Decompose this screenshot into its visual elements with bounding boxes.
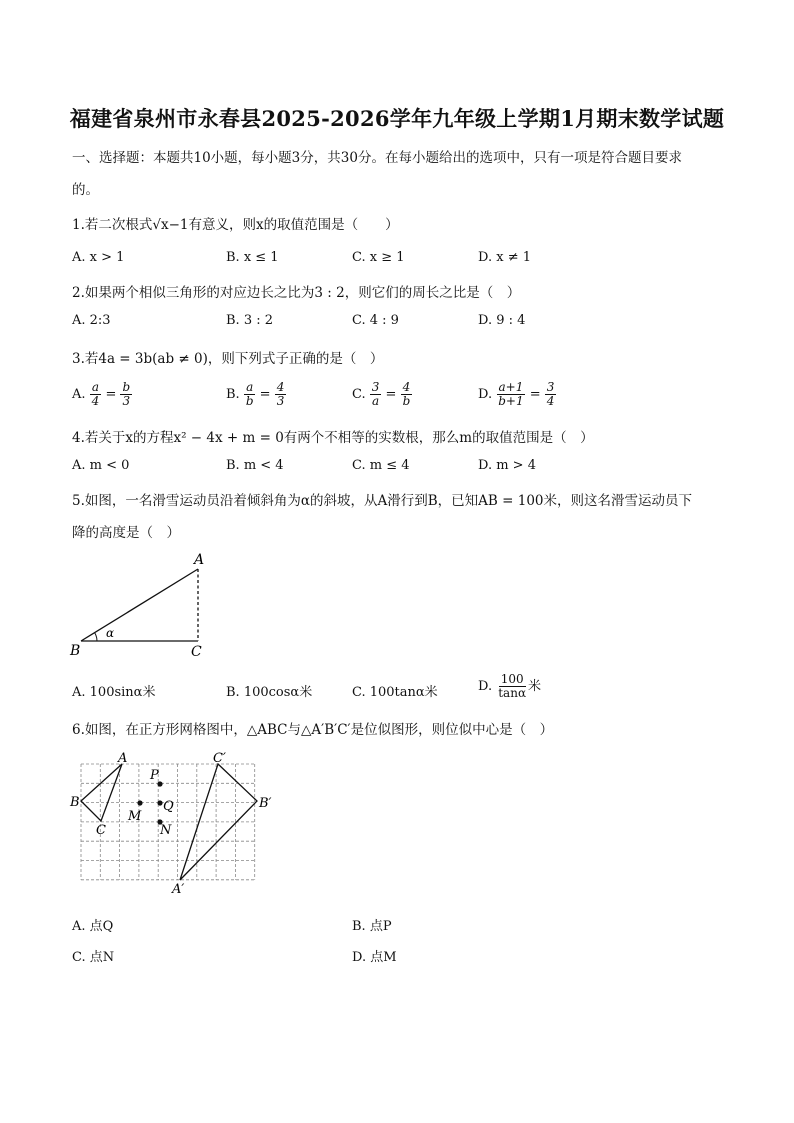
label-a: A bbox=[194, 552, 205, 568]
q1-option-b: B. x ≤ 1 bbox=[226, 250, 279, 265]
unit-label: 米 bbox=[528, 679, 542, 694]
section-instructions-line1: 一、选择题：本题共10小题，每小题3分，共30分。在每小题给出的选项中，只有一项是符合题目要求 bbox=[72, 150, 682, 166]
label-n: N bbox=[160, 823, 172, 838]
q6-option-c: C. 点N bbox=[72, 950, 115, 965]
fraction: $\frac{b}{3}$ bbox=[122, 380, 131, 408]
fraction: $\frac{100}{\tan\alpha}$ bbox=[498, 672, 527, 700]
triangle-abc bbox=[81, 764, 122, 821]
label-p: P bbox=[150, 768, 159, 783]
question-4: 4.若关于x的方程x² − 4x + m = 0有两个不相等的实数根，那么m的取值范围是（ ） bbox=[72, 430, 594, 446]
label-b-prime: B′ bbox=[259, 796, 272, 811]
label-c: C bbox=[191, 644, 202, 660]
q2-option-b: B. 3 : 2 bbox=[226, 313, 274, 328]
fraction: $\frac{a+1}{b+1}$ bbox=[498, 380, 524, 408]
q2-option-c: C. 4 : 9 bbox=[352, 313, 399, 328]
q3-option-b: B. $\frac{a}{b}$ = $\frac{4}{3}$ bbox=[226, 380, 285, 408]
page-title: 福建省泉州市永春县2025-2026学年九年级上学期1月期末数学试题 bbox=[69, 106, 725, 131]
q3-option-c: C. $\frac{3}{a}$ = $\frac{4}{b}$ bbox=[352, 380, 411, 408]
fraction: $\frac{3}{a}$ bbox=[371, 380, 380, 408]
q6-grid-figure bbox=[66, 748, 286, 896]
square-grid bbox=[81, 764, 255, 880]
q4-option-d: D. m > 4 bbox=[478, 458, 536, 473]
q5-triangle-figure bbox=[66, 548, 226, 662]
fraction: $\frac{3}{4}$ bbox=[546, 380, 555, 408]
q2-option-d: D. 9 : 4 bbox=[478, 313, 526, 328]
label-c: C bbox=[96, 823, 106, 838]
label-b: B bbox=[70, 795, 80, 810]
label-a-prime: A′ bbox=[172, 882, 185, 896]
label-c-prime: C′ bbox=[213, 751, 226, 766]
q6-option-d: D. 点M bbox=[352, 950, 397, 965]
q1-option-c: C. x ≥ 1 bbox=[352, 250, 405, 265]
option-label: C. bbox=[352, 387, 366, 402]
question-5-line1: 5.如图，一名滑雪运动员沿着倾斜角为α的斜坡，从A滑行到B，已知AB = 100米，则这名滑雪运动员下 bbox=[72, 493, 692, 509]
fraction: $\frac{4}{b}$ bbox=[402, 380, 411, 408]
option-label: D. bbox=[478, 387, 493, 402]
angle-arc bbox=[95, 633, 97, 641]
point-m bbox=[137, 800, 142, 805]
q6-option-a: A. 点Q bbox=[72, 919, 114, 934]
q5-option-c: C. 100tanα米 bbox=[352, 685, 438, 700]
label-m: M bbox=[128, 809, 142, 824]
slope-ab bbox=[81, 569, 198, 641]
q4-option-c: C. m ≤ 4 bbox=[352, 458, 410, 473]
q3-option-d: D. $\frac{a+1}{b+1}$ = $\frac{3}{4}$ bbox=[478, 380, 555, 408]
q6-option-b: B. 点P bbox=[352, 919, 392, 934]
label-alpha: α bbox=[106, 626, 115, 640]
q4-option-b: B. m < 4 bbox=[226, 458, 284, 473]
q1-option-d: D. x ≠ 1 bbox=[478, 250, 531, 265]
option-label: D. bbox=[478, 679, 493, 694]
question-6: 6.如图，在正方形网格图中，△ABC与△A′B′C′是位似图形，则位似中心是（ ） bbox=[72, 722, 554, 738]
fraction: $\frac{a}{b}$ bbox=[245, 380, 254, 408]
label-b: B bbox=[70, 643, 81, 659]
question-1: 1.若二次根式√x−1有意义，则x的取值范围是（ ） bbox=[72, 217, 399, 233]
q3-option-a: A. $\frac{a}{4}$ = $\frac{b}{3}$ bbox=[72, 380, 131, 408]
q5-option-b: B. 100cosα米 bbox=[226, 685, 313, 700]
q4-option-a: A. m < 0 bbox=[72, 458, 130, 473]
label-a: A bbox=[118, 751, 128, 766]
q2-option-a: A. 2:3 bbox=[72, 313, 111, 328]
option-label: B. bbox=[226, 387, 240, 402]
q5-option-a: A. 100sinα米 bbox=[72, 685, 156, 700]
section-instructions-line2: 的。 bbox=[72, 182, 99, 198]
label-q: Q bbox=[163, 799, 174, 814]
q5-option-d bbox=[478, 673, 541, 700]
question-5-line2: 降的高度是（ ） bbox=[72, 525, 180, 541]
question-3: 3.若4a = 3b(ab ≠ 0)，则下列式子正确的是（ ） bbox=[72, 351, 384, 367]
fraction: $\frac{a}{4}$ bbox=[91, 380, 100, 408]
fraction: $\frac{4}{3}$ bbox=[276, 380, 285, 408]
option-label: A. bbox=[72, 387, 86, 402]
q1-option-a: A. x > 1 bbox=[72, 250, 125, 265]
point-q bbox=[157, 800, 162, 805]
question-2: 2.如果两个相似三角形的对应边长之比为3 : 2，则它们的周长之比是（ ） bbox=[72, 285, 521, 301]
